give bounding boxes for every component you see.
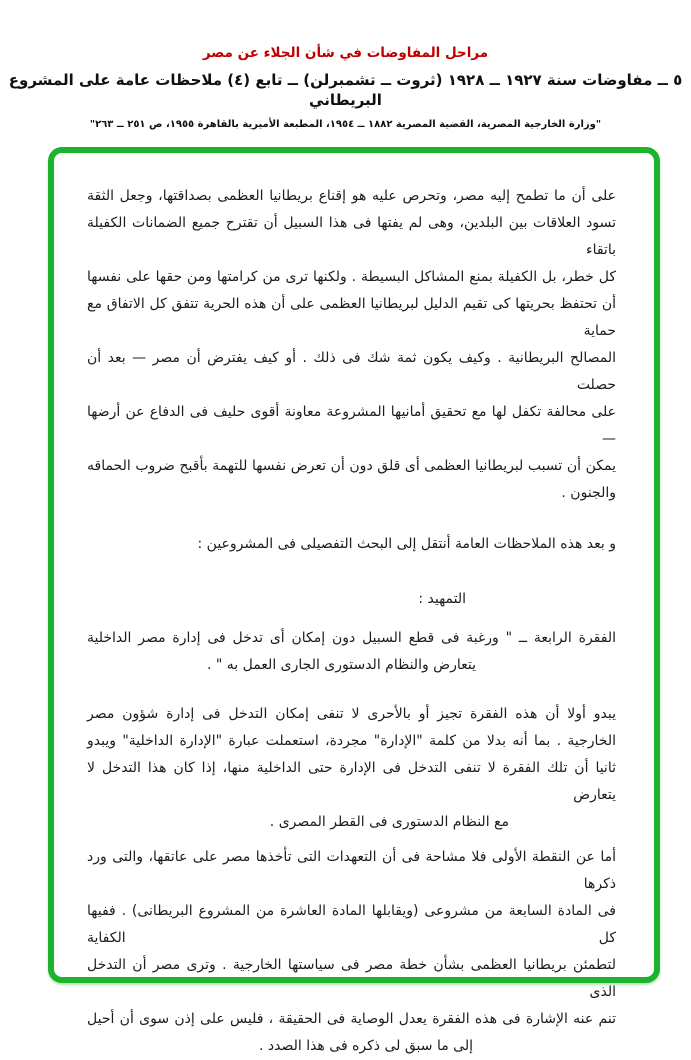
text-line: لتطمئن بريطانيا العظمى بشأن خطة مصر فى سياستها الخارجية . وترى مصر أن التدخل الذى (87, 957, 616, 1000)
text-line: مع النظام الدستورى فى القطر المصرى . (269, 814, 509, 830)
text-line: يبدو أولا أن هذه الفقرة تجيز أو بالأحرى لا تنفى إمكان التدخل فى إدارة شؤون مصر (87, 706, 616, 722)
page-header (0, 0, 691, 131)
paragraph-general-remarks (87, 183, 616, 507)
text-line: الفقرة الرابعة ــ " ورغبة فى قطع السبيل دون إمكان أى تدخل فى إدارة مصر الداخلية (87, 630, 616, 646)
text-line: يتعارض والنظام الدستورى الجارى العمل به " . (206, 657, 476, 673)
text-line: تسود العلاقات بين البلدين، وهى لم يفتها فى هذا السبيل أن تقترح جميع الضمانات الكفيلة باتقاء (87, 215, 616, 258)
page-subtitle: ٥ ــ مفاوضات سنة ١٩٢٧ ــ ١٩٢٨ (ثروت ــ تشمبرلن) ــ تابع (٤) ملاحظات عامة على المشروع البريطاني (8, 71, 683, 109)
paragraph-first-observation (87, 701, 616, 836)
paragraph-second-observation (87, 844, 616, 1060)
text-line: الخارجية . بما أنه بدلا من كلمة "الإدارة" مجردة، استعملت عبارة "الإدارة الداخلية" ويبدو (87, 733, 616, 749)
text-line: فى المادة السابعة من مشروعى (ويقابلها المادة العاشرة من المشروع البريطانى) . ففيها كل الكفاية (87, 903, 616, 946)
text-line: أما عن النقطة الأولى فلا مشاحة فى أن التعهدات التى تأخذها مصر على عاتقها، والتى ورد ذكرها (87, 849, 616, 892)
paragraph-transition (87, 531, 616, 558)
scanned-document-text (54, 153, 654, 1060)
text-line: أن تحتفظ بحريتها كى تقيم الدليل لبريطانيا العظمى على أن هذه الحرية تتفق كل الاتفاق مع حماية (87, 296, 616, 339)
green-scan-frame (48, 147, 660, 1054)
page-title: مراحل المفاوضات في شأن الجلاء عن مصر (202, 45, 489, 61)
text-line: ثانيا أن تلك الفقرة لا تنفى التدخل فى الإدارة حتى الداخلية منها، إذا كان هذا التدخل لا يتعارض (87, 760, 616, 803)
text-line: إلى ما سبق لى ذكره فى هذا الصدد . (258, 1038, 473, 1054)
text-line: على محالفة تكفل لها مع تحقيق أمانيها المشروعة معاونة أقوى حليف فى الدفاع عن أرضها — (87, 404, 616, 447)
text-line: تنم عنه الإشارة فى هذه الفقرة يعدل الوصاية فى الحقيقة ، فليس على إذن سوى أن أحيل (87, 1011, 616, 1027)
text-line: كل خطر، بل الكفيلة بمنع المشاكل البسيطة . ولكنها ترى من كرامتها ومن حقها على نفسها (87, 269, 616, 285)
text-line: المصالح البريطانية . وكيف يكون ثمة شك فى ذلك . أو كيف يفترض أن مصر — بعد أن حصلت (87, 350, 616, 393)
source-citation: "وزارة الخارجية المصرية، القضية المصرية ١٨٨٢ ــ ١٩٥٤، المطبعة الأميرية بالقاهرة ١٩٥٥، ص ٢٥١ ــ ٢٦٣" (89, 119, 602, 130)
section-heading-preamble: التمهيد : (418, 591, 466, 607)
text-line: يمكن أن تسبب لبريطانيا العظمى أى قلق دون أن تعرض نفسها للتهمة بأقبح ضروب الحماقه (87, 458, 616, 474)
text-line: و بعد هذه الملاحظات العامة أنتقل إلى البحث التفصيلى فى المشروعين : (197, 536, 616, 552)
paragraph-fourth-clause-quote (87, 625, 616, 679)
text-line: على أن ما تطمح إليه مصر، وتحرص عليه هو إقناع بريطانيا العظمى بصداقتها، وجعل الثقة (87, 188, 616, 204)
text-line: والجنون . (561, 485, 616, 501)
